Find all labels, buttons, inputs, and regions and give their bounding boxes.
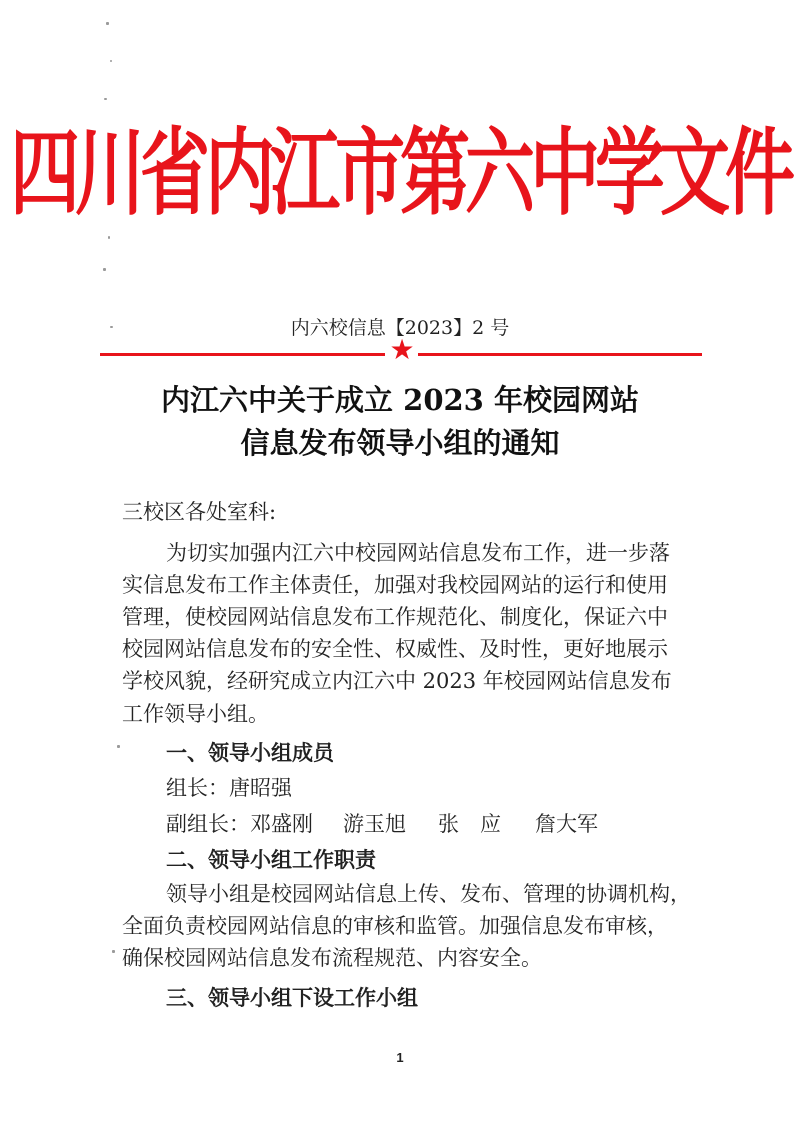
paragraph-line: 全面负责校园网站信息的审核和监管。加强信息发布审核， — [122, 914, 668, 938]
deputy-label: 副组长： — [166, 812, 250, 836]
section-heading-1: 一、领导小组成员 — [166, 740, 334, 765]
deputy-leaders — [166, 808, 598, 838]
org-header-title: 四川省内江市第六中学文件 — [10, 116, 790, 229]
paragraph-line: 校园网站信息发布的安全性、权威性、及时性，更好地展示 — [122, 637, 668, 661]
notice-title-line1: 内江六中关于成立 2023 年校园网站 — [161, 383, 639, 417]
paragraph-line: 领导小组是校园网站信息上传、发布、管理的协调机构， — [166, 882, 691, 906]
section-heading-2: 二、领导小组工作职责 — [166, 847, 376, 872]
document-number: 内六校信息【2023】2 号 — [290, 317, 510, 339]
red-rule-left — [100, 353, 385, 356]
deputy-name: 游玉旭 — [343, 812, 406, 836]
salutation: 三校区各处室科: — [122, 500, 277, 524]
paragraph-line: 为切实加强内江六中校园网站信息发布工作，进一步落 — [166, 541, 670, 565]
scan-speck — [110, 60, 112, 62]
notice-title-line2: 信息发布领导小组的通知 — [240, 426, 560, 460]
paragraph-line: 工作领导小组。 — [122, 702, 269, 726]
deputy-name: 詹大军 — [535, 812, 598, 836]
paragraph-line: 学校风貌，经研究成立内江六中 2023 年校园网站信息发布 — [122, 669, 672, 693]
page-number: 1 — [396, 1050, 404, 1065]
paragraph-line: 实信息发布工作主体责任，加强对我校园网站的运行和使用 — [122, 573, 668, 597]
scan-speck — [106, 22, 109, 25]
scan-speck — [103, 268, 106, 271]
section-heading-3: 三、领导小组下设工作小组 — [166, 985, 418, 1010]
scan-speck — [112, 950, 115, 953]
red-rule-right — [418, 353, 702, 356]
scan-speck — [117, 745, 120, 748]
red-star-icon: ★ — [389, 333, 415, 366]
group-leader: 组长：唐昭强 — [166, 776, 292, 800]
paragraph-line: 管理，使校园网站信息发布工作规范化、制度化，保证六中 — [122, 605, 668, 629]
deputy-name: 张 应 — [438, 812, 501, 836]
paragraph-line: 确保校园网站信息发布流程规范、内容安全。 — [122, 946, 542, 970]
deputy-name: 邓盛刚 — [250, 812, 313, 836]
